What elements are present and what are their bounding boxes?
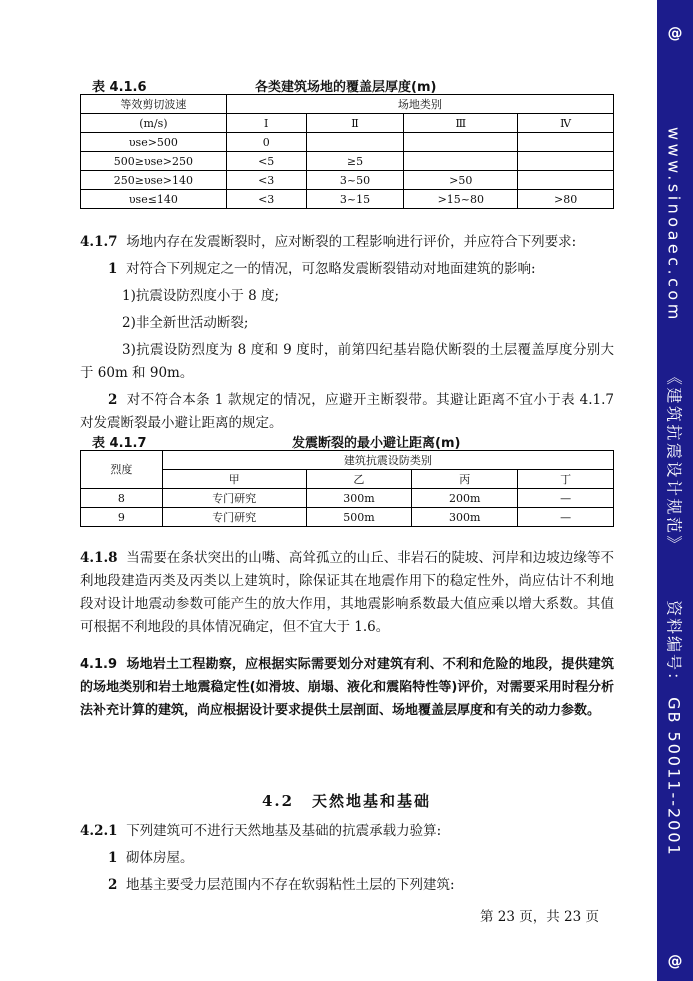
- table1-speed-cell: 500≥υse>250: [81, 152, 227, 171]
- sub-item-3: 3)抗震设防烈度为 8 度和 9 度时，前第四纪基岩隐伏断裂的土层覆盖厚度分别大于 60m 和 90m。: [80, 342, 614, 381]
- table2-cell: 300m: [412, 508, 518, 527]
- section-number: 4.2: [261, 792, 295, 810]
- sub-item-2: 2)非全新世活动断裂;: [122, 315, 249, 331]
- table1-class: Ⅲ: [404, 114, 518, 133]
- clause-text: 场地岩土工程勘察，应根据实际需要划分对建筑有利、不利和危险的地段，提供建筑的场地类别和岩土地震稳定性(如滑坡、崩塌、液化和震陷特性等)评价，对需要采用时程分析法补充计算的建筑，尚应根据设计要求提供土层剖面、场地覆盖层厚度和有关的动力参数。: [80, 657, 614, 718]
- table1-cell: [404, 152, 518, 171]
- table-row: [81, 171, 614, 190]
- table2-cell: 专门研究: [162, 508, 306, 527]
- clause-number: 4.1.7: [80, 234, 118, 250]
- table1-cell: <3: [226, 190, 306, 209]
- site-overburden-table: [80, 94, 614, 209]
- table1-cell: [518, 152, 614, 171]
- table2-cell: 200m: [412, 489, 518, 508]
- table1-speed-cell: υse>500: [81, 133, 227, 152]
- table-row: [81, 190, 614, 209]
- clause-4-1-9: [80, 653, 614, 722]
- table2-degree-cell: 8: [81, 489, 163, 508]
- table1-cell: <5: [226, 152, 306, 171]
- item-number: 2: [108, 877, 118, 893]
- table1-cell: 3~15: [306, 190, 404, 209]
- table1-header-group: 场地类别: [226, 95, 613, 114]
- table1-cell: [306, 133, 404, 152]
- sidebar-book-title: 《建筑抗震设计规范》: [664, 368, 684, 554]
- table1-speed-cell: 250≥υse>140: [81, 171, 227, 190]
- table1-header-speed: 等效剪切波速: [81, 95, 227, 114]
- table2-class: 丙: [412, 470, 518, 489]
- at-symbol-top: @: [667, 24, 683, 42]
- table2-number: 表 4.1.7: [92, 436, 147, 451]
- clause-number: 4.1.8: [80, 550, 118, 566]
- table1-cell: >80: [518, 190, 614, 209]
- table1-cell: >50: [404, 171, 518, 190]
- table1-speed-cell: υse≤140: [81, 190, 227, 209]
- table2-title: 发震断裂的最小避让距离(m): [292, 436, 461, 451]
- item-text: 对符合下列规定之一的情况，可忽略发震断裂错动对地面建筑的影响:: [126, 261, 536, 277]
- table2-header-degree: 烈度: [81, 451, 163, 489]
- table2-cell: 500m: [306, 508, 412, 527]
- table2-class: 甲: [162, 470, 306, 489]
- clause-4-1-7: [80, 231, 614, 435]
- fault-distance-table: [80, 450, 614, 527]
- table1-cell: ≥5: [306, 152, 404, 171]
- item-number: 1: [108, 261, 118, 277]
- table2-cell: 专门研究: [162, 489, 306, 508]
- table1-cell: <3: [226, 171, 306, 190]
- table-row: [81, 508, 614, 527]
- table2-class: 乙: [306, 470, 412, 489]
- table2-class: 丁: [518, 470, 614, 489]
- table2-cell: —: [518, 508, 614, 527]
- table1-cell: [518, 171, 614, 190]
- table2-cell: —: [518, 489, 614, 508]
- sub-item-1: 1)抗震设防烈度小于 8 度;: [122, 288, 280, 304]
- table2-header-group: 建筑抗震设防类别: [162, 451, 613, 470]
- sidebar-doc-code: 资料编号： GB 50011--2001: [664, 600, 684, 857]
- table1-class: Ⅳ: [518, 114, 614, 133]
- table1-class: I: [226, 114, 306, 133]
- table1-cell: >15~80: [404, 190, 518, 209]
- table1-class: Ⅱ: [306, 114, 404, 133]
- clause-4-1-8: [80, 547, 614, 639]
- table1-cell: [404, 133, 518, 152]
- section-heading-4-2: [0, 790, 693, 811]
- table1-cell: 0: [226, 133, 306, 152]
- clause-number: 4.1.9: [80, 657, 118, 672]
- table1-title: 各类建筑场地的覆盖层厚度(m): [255, 80, 437, 95]
- clause-4-2-1: [80, 820, 614, 897]
- page-footer: 第 23 页，共 23 页: [480, 909, 600, 925]
- table1-cell: [518, 133, 614, 152]
- table2-degree-cell: 9: [81, 508, 163, 527]
- sidebar-text: [664, 127, 687, 857]
- table2-cell: 300m: [306, 489, 412, 508]
- clause-text: 当需要在条状突出的山嘴、高耸孤立的山丘、非岩石的陡坡、河岸和边坡边缘等不利地段建造丙类及丙类以上建筑时，除保证其在地震作用下的稳定性外，尚应估计不利地段对设计地震动参数可能产生的放大作用，其地震影响系数最大值应乘以增大系数。其值可根据不利地段的具体情况确定，但不宜大于 1.6。: [80, 550, 614, 635]
- item-text: 砌体房屋。: [126, 850, 194, 866]
- section-title: 天然地基和基础: [312, 792, 432, 810]
- item-text: 地基主要受力层范围内不存在软弱粘性土层的下列建筑:: [126, 877, 455, 893]
- item-number: 2: [108, 392, 118, 408]
- clause-number: 4.2.1: [80, 823, 118, 839]
- table1-cell: 3~50: [306, 171, 404, 190]
- table-row: [81, 489, 614, 508]
- clause-text: 场地内存在发震断裂时，应对断裂的工程影响进行评价，并应符合下列要求:: [126, 234, 577, 250]
- sidebar-url[interactable]: www.sinoaec.com: [664, 127, 684, 323]
- clause-text: 下列建筑可不进行天然地基及基础的抗震承载力验算:: [126, 823, 442, 839]
- table-row: [81, 133, 614, 152]
- at-symbol-bottom: @: [667, 952, 683, 970]
- sidebar-banner: [657, 0, 693, 981]
- table1-header-unit: (m/s): [81, 114, 227, 133]
- table1-number: 表 4.1.6: [92, 80, 147, 95]
- table-row: [81, 152, 614, 171]
- item-text: 对不符合本条 1 款规定的情况，应避开主断裂带。其避让距离不宜小于表 4.1.7 对发震断裂最小避让距离的规定。: [80, 392, 614, 431]
- item-number: 1: [108, 850, 118, 866]
